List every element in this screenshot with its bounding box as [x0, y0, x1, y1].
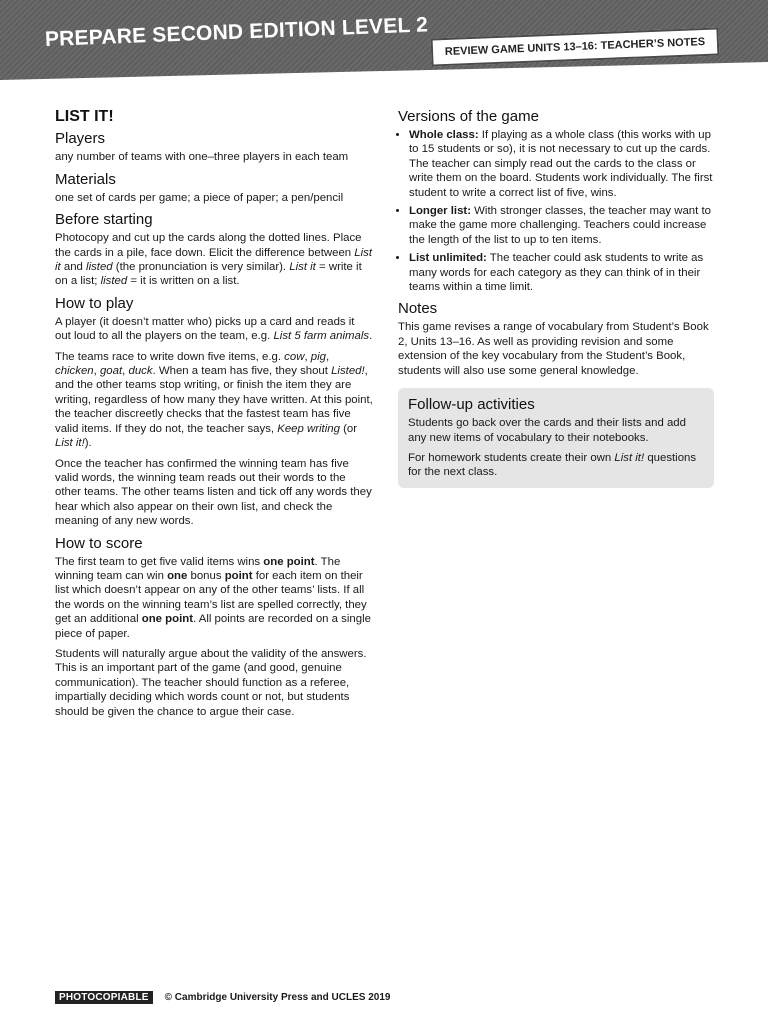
footer	[55, 991, 390, 1004]
version-item-list-unlimited: • List unlimited: The teacher could ask students to write as many words for each category as they can think of in their teams within a time limit.	[409, 251, 714, 294]
players-heading: Players	[55, 130, 106, 148]
how-to-play-paragraph-1: A player (it doesn’t matter who) picks up a card and reads it out loud to all the players on the team, e.g. List 5 farm animals.	[55, 315, 373, 343]
follow-up-heading: Follow-up activities	[408, 396, 535, 414]
copyright-text: © Cambridge University Press and UCLES 2019	[164, 992, 391, 1003]
version-item-whole-class: • Whole class: If playing as a whole class (this works with up to 15 students or so), it is not necessary to cut up the cards. The teacher can simply read out the cards to the class or write them on the board. Students work individually. The first student to write a correct list of five, wins.	[409, 128, 714, 200]
how-to-score-paragraph-2: Students will naturally argue about the validity of the answers. This is an important part of the game (and good, genuine communication). The teacher should function as a referee, impartially deciding which words count or not, but students should be given the chance to argue their case.	[55, 647, 367, 718]
follow-up-paragraph-1: Students go back over the cards and their lists and add any new items of vocabulary to their notebooks.	[408, 417, 686, 444]
right-column	[398, 108, 714, 488]
version-item-longer-list: • Longer list: With stronger classes, the teacher may want to make the game more challenging. Teachers could increase the length of the list to up to ten items.	[409, 204, 714, 247]
follow-up-paragraph-2: For homework students create their own List it! questions for the next class.	[408, 451, 697, 479]
versions-heading: Versions of the game	[398, 108, 539, 125]
materials-text: one set of cards per game; a piece of paper; a pen/pencil	[55, 191, 344, 204]
follow-up-box	[398, 388, 714, 488]
series-title: PREPARE SECOND EDITION LEVEL 2	[44, 13, 429, 51]
before-starting-heading: Before starting	[55, 211, 153, 229]
versions-list	[398, 128, 714, 294]
left-column	[55, 108, 373, 725]
materials-heading: Materials	[55, 170, 116, 188]
notes-text: This game revises a range of vocabulary from Student’s Book 2, Units 13–16. As well as providing revision and some extension of the key vocabulary from the Student’s Book, students will also use some general knowledge.	[398, 321, 709, 377]
game-title: LIST IT!	[55, 108, 114, 125]
how-to-score-paragraph-1: The first team to get five valid items wins one point. The winning team can win one bonus point for each item on their list which doesn’t appear on any of the other teams’ lists. If all the words on the winning team’s list are spelled correctly, they get an additional one point. All points are recorded on a single piece of paper.	[55, 555, 371, 640]
how-to-play-heading: How to play	[55, 294, 134, 312]
how-to-play-paragraph-2: The teams race to write down five items, e.g. cow, pig, chicken, goat, duck. When a team has five, they shout Listed!, and the other teams stop writing, or finish the item they are writing, regardless of how many they have written. At this point, the teacher discreetly checks that the fastest team has five valid items. If they do not, the teacher says, Keep writing (or List it!).	[55, 350, 373, 450]
before-starting-text: Photocopy and cut up the cards along the dotted lines. Place the cards in a pile, face down. Elicit the difference between List it and listed (the pronunciation is very similar). List it = write it on a list; listed = it is written on a list.	[55, 232, 373, 288]
notes-heading: Notes	[398, 300, 438, 318]
how-to-score-heading: How to score	[55, 534, 143, 552]
how-to-play-paragraph-3: Once the teacher has confirmed the winning team has five valid words, the winning team reads out their words to the other teams. The other teams listen and tick off any words they hear which also appear on their own list, and check the meaning of any new words.	[55, 457, 372, 528]
teachers-notes-label-text: REVIEW GAME UNITS 13–16: TEACHER’S NOTES	[444, 36, 706, 58]
players-text: any number of teams with one–three players in each team	[55, 151, 349, 164]
photocopiable-badge: PHOTOCOPIABLE	[55, 991, 153, 1004]
